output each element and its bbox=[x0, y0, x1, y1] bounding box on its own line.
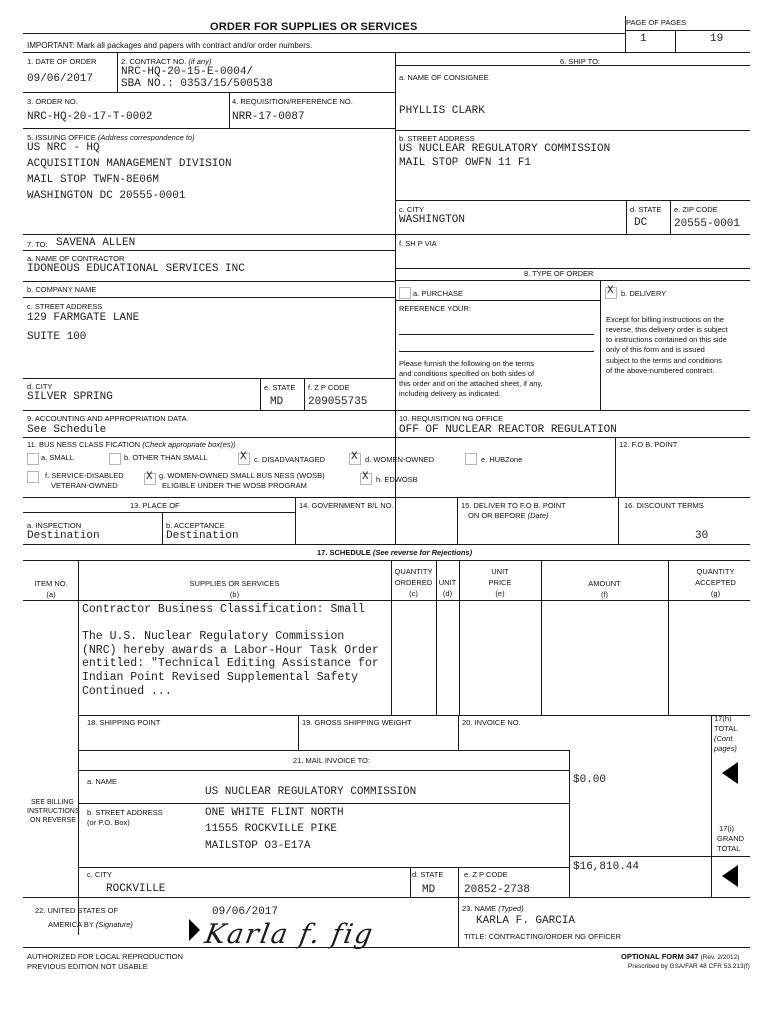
sdvo-checkbox[interactable] bbox=[27, 471, 39, 483]
col-accepted-header-2: ACCEPTED bbox=[695, 578, 736, 587]
officer-title: TITLE: CONTRACTING/ORDER NG OFFICER bbox=[464, 932, 622, 941]
delivery-check-mark: X bbox=[607, 285, 614, 297]
furnish-text: Please furnish the following on the terms bbox=[399, 359, 535, 368]
to-name: SAVENA ALLEN bbox=[56, 237, 136, 249]
grand-total-amount: $16,810.44 bbox=[573, 861, 640, 873]
furnish-text: this order and on the attached sheet, if any, bbox=[399, 379, 543, 388]
grand-total-label-3: TOTAL bbox=[717, 844, 741, 853]
contractor-city: SILVER SPRING bbox=[27, 391, 113, 403]
furnish-text: and conditions specified on both sides of bbox=[399, 369, 535, 378]
col-item-sub: (a) bbox=[46, 590, 56, 599]
signature-date: 09/06/2017 bbox=[212, 906, 279, 918]
footer-previous-edition: PREVIOUS EDITION NOT USABLE bbox=[27, 962, 148, 971]
hubzone-label: e. HUBZone bbox=[481, 455, 523, 464]
issuing-office-label: 5. ISSUING OFFICE (Address correspondence to) bbox=[27, 133, 195, 142]
typed-name: KARLA F. GARCIA bbox=[476, 915, 576, 927]
acceptance-label: b. ACCEPTANCE bbox=[166, 521, 225, 530]
delivery-label: b. DELIVERY bbox=[621, 289, 667, 298]
type-of-order-label: 8. TYPE OF ORDER bbox=[524, 269, 594, 278]
invoice-no-label: 20. INVOICE NO. bbox=[462, 718, 521, 727]
edwosb-check-mark: X bbox=[362, 471, 369, 483]
contractor-zip-label: f. Z P CODE bbox=[308, 383, 350, 392]
contractor-street-line2: SUITE 100 bbox=[27, 331, 87, 343]
reference-label: REFERENCE YOUR: bbox=[399, 304, 471, 313]
form-title: ORDER FOR SUPPLIES OR SERVICES bbox=[210, 21, 418, 33]
ship-to-label: 6. SHIP TO: bbox=[560, 57, 601, 66]
col-supplies-header: SUPPLIES OR SERVICES bbox=[189, 579, 280, 588]
contract-no-line1: NRC-HQ-20-15-E-0004/ bbox=[121, 66, 254, 78]
ship-zip-label: e. ZIP CODE bbox=[674, 205, 718, 214]
shipping-point-label: 18. SHIPPING POINT bbox=[87, 718, 161, 727]
signature-label-2: AMERICA BY (Signature) bbox=[48, 920, 133, 929]
important-note: IMPORTANT: Mark all packages and papers with contract and/or order numbers. bbox=[27, 41, 313, 50]
requisition-no: NRR-17-0087 bbox=[232, 111, 305, 123]
contractor-state: MD bbox=[270, 396, 284, 408]
signature-arrow-icon bbox=[189, 919, 200, 941]
business-class-label: 11. BUS NESS CLASS FICATION (Check appropriate box(es)) bbox=[27, 440, 236, 449]
billing-text: of the above-numbered contract. bbox=[606, 366, 715, 375]
footer-authorized: AUTHORIZED FOR LOCAL REPRODUCTION bbox=[27, 952, 183, 961]
footer-form-name: OPTIONAL FORM 347 (Rev. 2/2012) bbox=[621, 952, 740, 961]
invoice-state: MD bbox=[422, 884, 436, 896]
accounting-value: See Schedule bbox=[27, 424, 107, 436]
invoice-street-label-2: (or P.O. Box) bbox=[87, 818, 130, 827]
grand-total-arrow-icon bbox=[722, 865, 738, 887]
signature-label: 22. UNITED STATES OF bbox=[35, 906, 119, 915]
invoice-street-line1: ONE WHITE FLINT NORTH bbox=[205, 807, 344, 819]
col-unit-header: UNIT bbox=[438, 578, 457, 587]
ship-state: DC bbox=[634, 217, 648, 229]
discount-terms-label: 16. DISCOUNT TERMS bbox=[624, 501, 704, 510]
accounting-label: 9. ACCOUNTING AND APPROPRIATION DATA bbox=[27, 414, 187, 423]
invoice-state-label: d. STATE bbox=[412, 870, 444, 879]
deliver-by-label: 15. DELIVER TO F.O B. POINT bbox=[461, 501, 566, 510]
requisitioning-office: OFF OF NUCLEAR REACTOR REGULATION bbox=[399, 424, 617, 436]
total-cont-pages-amount: $0.00 bbox=[573, 774, 607, 786]
invoice-city: ROCKVILLE bbox=[106, 883, 166, 895]
grand-total-label-1: 17(i) bbox=[719, 824, 735, 833]
billing-text: only of this form and is issued bbox=[606, 345, 705, 354]
invoice-street-line3: MAILSTOP O3-E17A bbox=[205, 840, 311, 852]
col-accepted-header: QUANTITY bbox=[696, 567, 735, 576]
disadvantaged-check-mark: X bbox=[240, 451, 247, 463]
small-checkbox[interactable] bbox=[27, 453, 39, 465]
col-amount-sub: (f) bbox=[600, 590, 609, 599]
invoice-city-label: c. CITY bbox=[87, 870, 113, 879]
billing-side-note: INSTRUCTIONS bbox=[27, 808, 80, 815]
purchase-label: a. PURCHASE bbox=[413, 289, 464, 298]
invoice-name: US NUCLEAR REGULATORY COMMISSION bbox=[205, 786, 417, 798]
issuing-office-line: ACQUISITION MANAGEMENT DIVISION bbox=[27, 158, 232, 170]
wosb-label-line2: ELIGIBLE UNDER THE WOSB PROGRAM bbox=[162, 481, 307, 490]
order-no: NRC-HQ-20-17-T-0002 bbox=[27, 111, 153, 123]
ship-state-label: d. STATE bbox=[630, 205, 662, 214]
invoice-zip-label: e. Z P CODE bbox=[464, 870, 508, 879]
fob-point-label: 12. F.O B. POINT bbox=[619, 440, 678, 449]
col-amount-header: AMOUNT bbox=[588, 579, 621, 588]
date-of-order: 09/06/2017 bbox=[27, 73, 94, 85]
contractor-state-label: e. STATE bbox=[264, 383, 296, 392]
furnish-text: including delivery as indicated. bbox=[399, 389, 501, 398]
schedule-description: Contractor Business Classification: Small The U.S. Nuclear Regulatory Commission (NRC) hereby awards a Labor-Hour Task Order entitled: "Technical Editing Assistance for Indian Point Revised Supplemental Safety Continued ... bbox=[82, 603, 379, 698]
consignee-name: PHYLLIS CLARK bbox=[399, 105, 485, 117]
col-price-header-2: PRICE bbox=[488, 578, 512, 587]
inspection-label: a. INSPECTION bbox=[27, 521, 82, 530]
ship-street-line2: MAIL STOP OWFN 11 F1 bbox=[399, 157, 532, 169]
col-unit-sub: (d) bbox=[442, 589, 453, 598]
signature-image: Karla f. fig bbox=[202, 919, 377, 950]
col-item-header: ITEM NO. bbox=[34, 579, 68, 588]
total-label-4: pages) bbox=[714, 744, 737, 753]
page-number: 1 bbox=[640, 33, 647, 45]
date-of-order-label: 1. DATE OF ORDER bbox=[27, 57, 97, 66]
grand-total-label-2: GRAND bbox=[717, 834, 745, 843]
total-label-2: TOTAL bbox=[714, 724, 738, 733]
deliver-by-label-2: ON OR BEFORE (Date) bbox=[468, 511, 549, 520]
invoice-name-label: a. NAME bbox=[87, 777, 118, 786]
ship-zip: 20555-0001 bbox=[674, 218, 741, 230]
hubzone-checkbox[interactable] bbox=[465, 453, 477, 465]
women-owned-check-mark: X bbox=[351, 451, 358, 463]
col-qty-header: QUANTITY bbox=[394, 567, 433, 576]
billing-text: subject to the terms and conditions bbox=[606, 356, 722, 365]
footer-prescribed: Prescribed by GSA/FAR 48 CFR 53.213(f) bbox=[628, 963, 750, 970]
issuing-office-line: MAIL STOP TWFN-8E06M bbox=[27, 174, 160, 186]
small-label: a. SMALL bbox=[41, 453, 74, 462]
purchase-checkbox[interactable] bbox=[399, 287, 411, 299]
billing-text: to instructions contained on this side bbox=[606, 335, 727, 344]
invoice-street-line2: 11555 ROCKVILLE PIKE bbox=[205, 823, 338, 835]
ship-via-label: f. SH P VIA bbox=[399, 239, 437, 248]
billing-text: reverse, this delivery order is subject bbox=[606, 325, 728, 334]
women-owned-label: d. WOMEN-OWNED bbox=[365, 455, 435, 464]
sdvo-label-line2: VETERAN-OWNED bbox=[51, 481, 118, 490]
other-than-small-checkbox[interactable] bbox=[109, 453, 121, 465]
total-arrow-icon bbox=[722, 762, 738, 784]
col-qty-sub: (c) bbox=[409, 589, 418, 598]
col-price-sub: (e) bbox=[495, 589, 505, 598]
contractor-city-label: d. CITY bbox=[27, 382, 53, 391]
col-price-header: UNIT bbox=[491, 567, 509, 576]
discount-terms: 30 bbox=[695, 530, 709, 542]
wosb-label-line1: g. WOMEN-OWNED SMALL BUS NESS (WOSB) bbox=[159, 471, 325, 480]
total-label-1: 17(h) bbox=[714, 714, 732, 723]
other-than-small-label: b. OTHER THAN SMALL bbox=[124, 453, 208, 462]
billing-text: Except for billing instructions on the bbox=[606, 315, 724, 324]
billing-side-note: ON REVERSE bbox=[30, 817, 76, 824]
contractor-street-line1: 129 FARMGATE LANE bbox=[27, 312, 140, 324]
sdvo-label-line1: f. SERVICE-DISABLED bbox=[45, 471, 124, 480]
contractor-label: a. NAME OF CONTRACTOR bbox=[27, 254, 125, 263]
ship-street-line1: US NUCLEAR REGULATORY COMMISSION bbox=[399, 143, 611, 155]
billing-side-note: SEE BILLING bbox=[31, 799, 74, 806]
consignee-label: a. NAME OF CONSIGNEE bbox=[399, 73, 489, 82]
ship-city: WASHINGTON bbox=[399, 214, 466, 226]
col-qty-header-2: ORDERED bbox=[394, 578, 433, 587]
mail-invoice-label: 21. MAIL INVOICE TO: bbox=[293, 756, 370, 765]
contractor-name: IDONEOUS EDUCATIONAL SERVICES INC bbox=[27, 263, 245, 275]
invoice-street-label: b. STREET ADDRESS bbox=[87, 808, 163, 817]
requisition-no-label: 4. REQUISITION/REFERENCE NO. bbox=[232, 97, 353, 106]
to-label: 7. TO: bbox=[27, 240, 48, 249]
page-label: PAGE OF PAGES bbox=[626, 18, 687, 27]
acceptance-place: Destination bbox=[166, 530, 239, 542]
issuing-office-line: WASHINGTON DC 20555-0001 bbox=[27, 190, 186, 202]
disadvantaged-label: c. DISADVANTAGED bbox=[254, 455, 325, 464]
total-pages: 19 bbox=[710, 33, 724, 45]
place-of-label: 13. PLACE OF bbox=[130, 501, 180, 510]
col-accepted-sub: (g) bbox=[710, 589, 721, 598]
requisitioning-office-label: 10. REQUISITION NG OFFICE bbox=[399, 414, 504, 423]
ship-city-label: c. CITY bbox=[399, 205, 425, 214]
ship-street-label: b. STREET ADDRESS bbox=[399, 134, 475, 143]
total-label-3: (Cont. bbox=[714, 734, 735, 743]
schedule-label: 17. SCHEDULE (See reverse for Rejections) bbox=[317, 548, 473, 557]
inspection-place: Destination bbox=[27, 530, 100, 542]
gov-bl-label: 14. GOVERNMENT B/L NO. bbox=[299, 501, 394, 510]
edwosb-label: h. EDWOSB bbox=[376, 475, 418, 484]
gross-weight-label: 19. GROSS SHIPPING WEIGHT bbox=[302, 718, 412, 727]
contractor-street-label: c. STREET ADDRESS bbox=[27, 302, 103, 311]
col-supplies-sub: (b) bbox=[229, 590, 240, 599]
contract-no-line2: SBA NO.: 0353/15/500538 bbox=[121, 78, 273, 90]
issuing-office-line: US NRC - HQ bbox=[27, 142, 100, 154]
invoice-zip: 20852-2738 bbox=[464, 884, 531, 896]
company-name-label: b. COMPANY NAME bbox=[27, 285, 97, 294]
wosb-check-mark: X bbox=[146, 471, 153, 483]
contractor-zip: 209055735 bbox=[308, 396, 368, 408]
typed-name-label: 23. NAME (Typed) bbox=[462, 904, 524, 913]
order-no-label: 3. ORDER NO. bbox=[27, 97, 78, 106]
contract-no-label: 2. CONTRACT NO. (if any) bbox=[121, 57, 212, 66]
